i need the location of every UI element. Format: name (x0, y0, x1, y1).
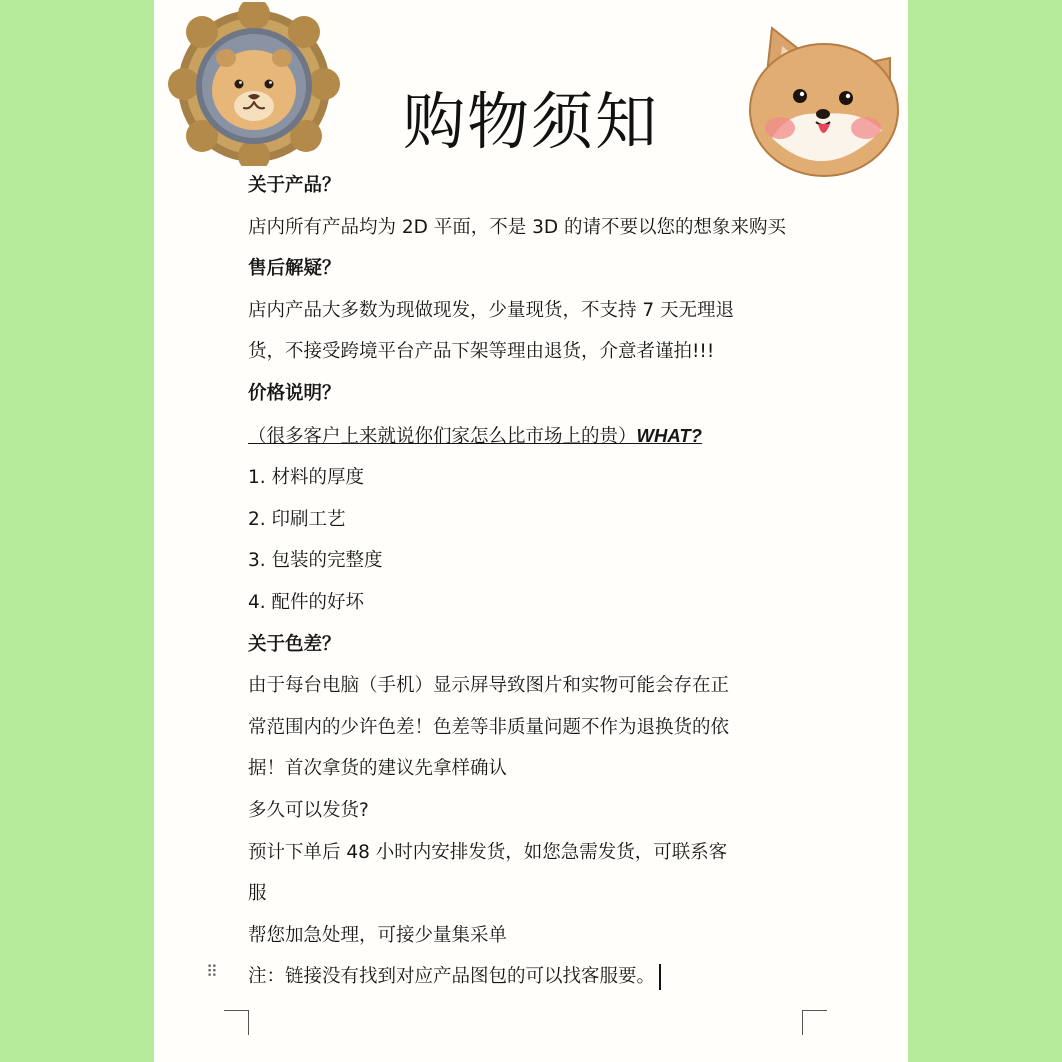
note-line[interactable] (248, 956, 828, 998)
heading-shipping-time: 多久可以发货? (248, 799, 369, 821)
paragraph-line: 常范围内的少许色差！色差等非质量问题不作为退换货的依 (248, 716, 730, 738)
paragraph-line: 服 (248, 883, 267, 905)
paragraph-line: 帮您加急处理，可接少量集采单 (248, 924, 508, 946)
drag-handle-icon[interactable]: ⠿ (206, 962, 218, 981)
paragraph-line: 预计下单后 48 小时内安排发货，如您急需发货，可联系客 (248, 841, 728, 863)
paragraph-line: 店内产品大多数为现做现发，少量现货，不支持 7 天无理退 (248, 299, 735, 321)
paragraph-line: 由于每台电脑（手机）显示屏导致图片和实物可能会存在正 (248, 675, 730, 697)
list-item: 2. 印刷工艺 (248, 508, 346, 530)
paragraph-line: 货，不接受跨境平台产品下架等理由退货，介意者谨拍!!! (248, 341, 715, 363)
page-title: 购物须知 (402, 85, 659, 158)
document-page (154, 0, 908, 1062)
heading-color-difference: 关于色差？ (248, 633, 341, 655)
heading-price-explanation: 价格说明？ (248, 382, 341, 404)
list-item: 3. 包装的完整度 (248, 550, 383, 572)
paragraph-line: 据！首次拿货的建议先拿样确认 (248, 758, 508, 780)
underlined-quote: （很多客户上来就说你们家怎么比市场上的贵） (248, 425, 637, 447)
text-cursor (659, 964, 661, 990)
list-item: 1. 材料的厚度 (248, 467, 365, 489)
what-emphasis: WHAT? (636, 424, 702, 446)
page-margin-corner-left (224, 1010, 249, 1035)
heading-about-products: 关于产品？ (248, 175, 341, 196)
paragraph-line: 店内所有产品均为 2D 平面，不是 3D 的请不要以您的想象来购买 (248, 216, 787, 238)
document-body[interactable] (248, 165, 828, 998)
note-text: 注：链接没有找到对应产品图包的可以找客服要。 (248, 966, 656, 988)
page-margin-corner-right (802, 1010, 827, 1035)
list-item: 4. 配件的好坏 (248, 591, 365, 613)
paragraph-line (248, 415, 828, 458)
heading-after-sales: 售后解疑？ (248, 258, 341, 280)
